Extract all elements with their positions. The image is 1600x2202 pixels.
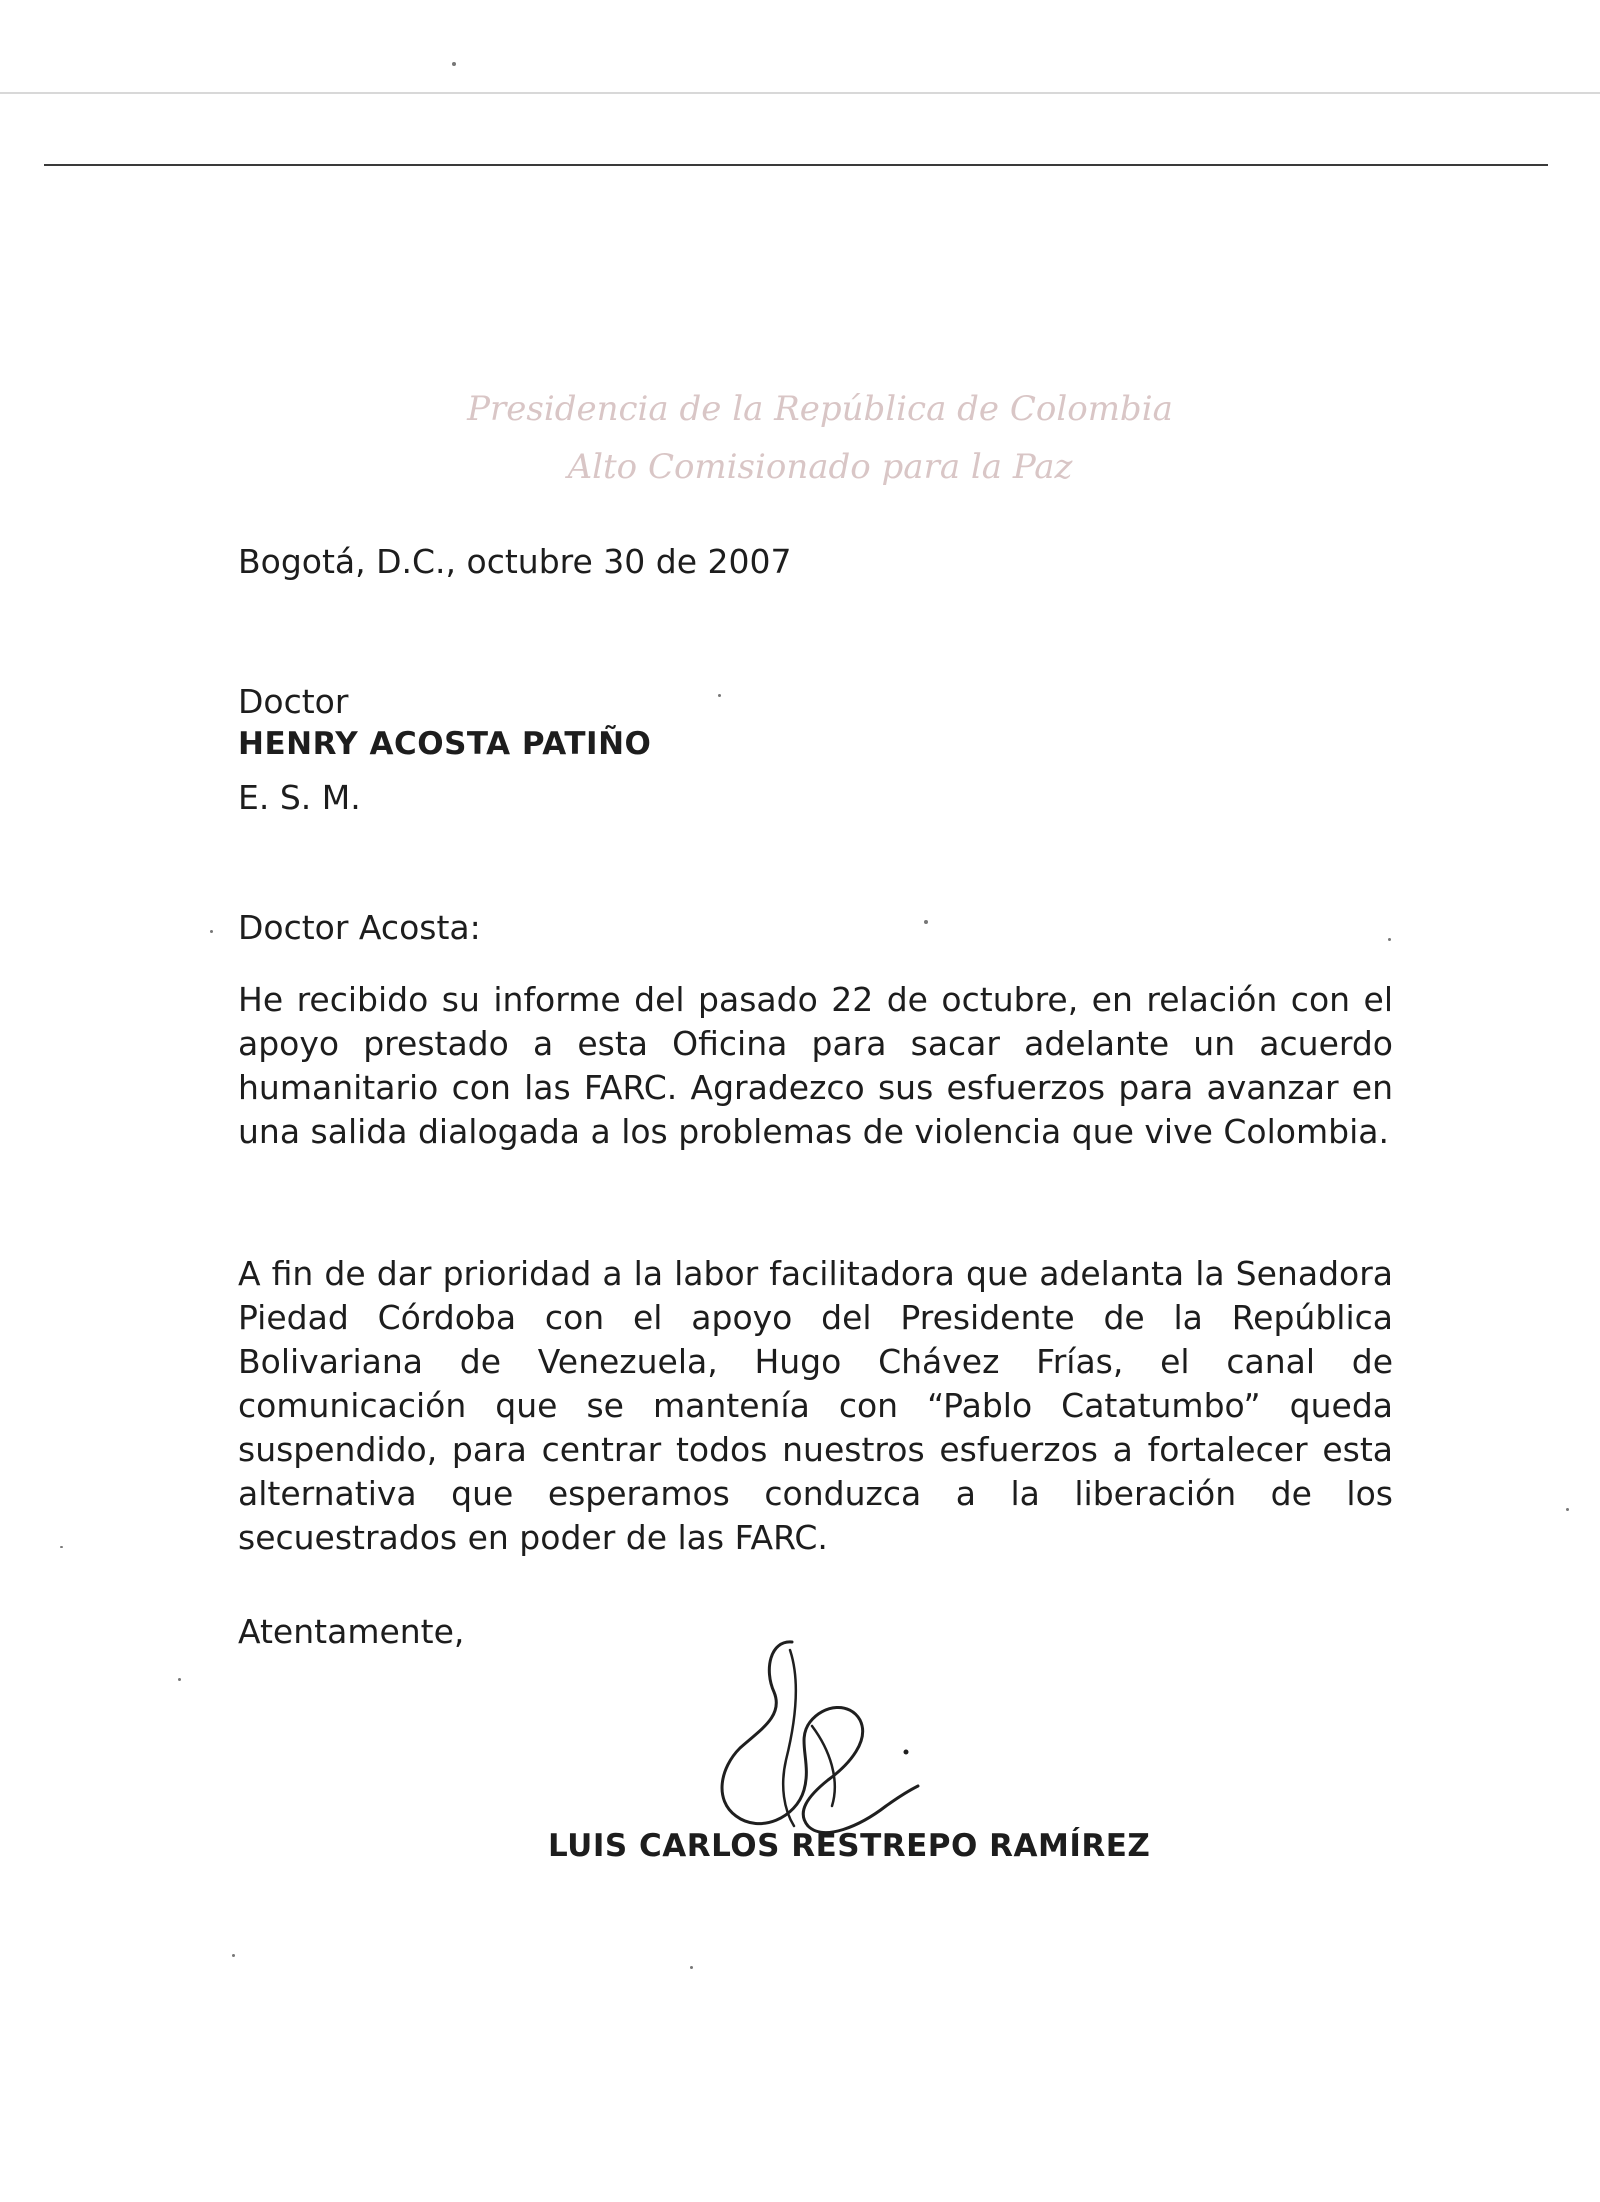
paper-speck	[60, 1546, 63, 1548]
letterhead	[440, 380, 1200, 496]
letterhead-line-2: Alto Comisionado para la Paz	[567, 447, 1073, 487]
paper-speck	[718, 694, 721, 697]
closing: Atentamente,	[238, 1612, 465, 1651]
date-line: Bogotá, D.C., octubre 30 de 2007	[238, 542, 792, 581]
paper-speck	[452, 62, 456, 66]
paper-speck	[178, 1678, 181, 1681]
recipient-title: Doctor	[238, 682, 349, 721]
paper-speck	[1566, 1508, 1569, 1511]
greeting: Doctor Acosta:	[238, 908, 481, 947]
body-paragraph-1: He recibido su informe del pasado 22 de octubre, en relación con el apoyo prestado a esta Oficina para sacar adelante un acuerdo humanitario con las FARC. Agradezco sus esfuerzos para avanzar en una salida dialogada a los problemas de violencia que vive Colombia.	[238, 980, 1393, 1151]
paper-speck	[1388, 938, 1391, 941]
paper-speck	[690, 1966, 693, 1969]
paper-speck	[924, 920, 928, 924]
recipient-reference: E. S. M.	[238, 778, 361, 817]
paper-speck	[210, 930, 213, 933]
paper-speck	[232, 1954, 235, 1957]
recipient-name: HENRY ACOSTA PATIÑO	[238, 726, 652, 762]
letterhead-line-1: Presidencia de la República de Colombia	[467, 389, 1173, 429]
signer-name: LUIS CARLOS RESTREPO RAMÍREZ	[548, 1828, 1151, 1864]
handwritten-signature	[700, 1630, 940, 1850]
body-paragraph-2: A fin de dar prioridad a la labor facilitadora que adelanta la Senadora Piedad Córdoba con el apoyo del Presidente de la República Bolivariana de Venezuela, Hugo Chávez Frías, el canal de comunicación que se mantenía con “Pablo Catatumbo” queda suspendido, para centrar todos nuestros esfuerzos a fortalecer esta alternativa que esperamos conduzca a la liberación de los secuestrados en poder de las FARC.	[238, 1254, 1393, 1557]
top-rule	[44, 164, 1548, 166]
